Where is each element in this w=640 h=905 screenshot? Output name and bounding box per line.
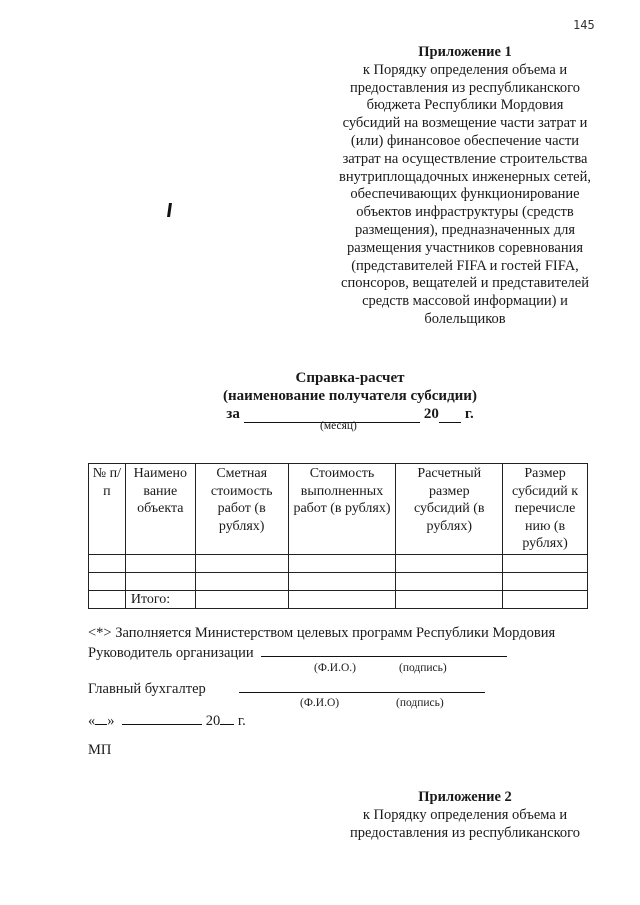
appendix-1-line: средств массовой информации) и: [362, 293, 568, 310]
table-header-row: [89, 464, 588, 555]
appendix-2-title: Приложение 2: [418, 789, 512, 805]
appendix-1-line: к Порядку определения объема и: [362, 61, 568, 78]
column-header: № п/п: [89, 464, 126, 555]
column-header: Стоимость выполненных работ (в рублях): [288, 464, 396, 555]
date-year-field[interactable]: [220, 710, 234, 725]
date-month-field[interactable]: [122, 710, 202, 725]
table-cell[interactable]: [396, 572, 503, 590]
date-row: [88, 710, 246, 730]
head-sign-hint: (подпись): [399, 662, 447, 674]
column-header: Размер субсидий к перечисле нию (в рублях): [503, 464, 588, 555]
appendix-2-line: к Порядку определения объема и: [362, 806, 568, 823]
table-cell[interactable]: [288, 554, 396, 572]
date-close-quote: »: [107, 713, 115, 729]
appendix-1-line: субсидий на возмещение части затрат и: [342, 115, 588, 132]
appendix-1-title: Приложение 1: [418, 44, 512, 60]
calculation-table: [88, 463, 588, 609]
form-title-block: [180, 369, 520, 423]
period-suffix: г.: [464, 406, 474, 422]
table-cell[interactable]: [89, 554, 126, 572]
appendix-2-line: предоставления из республиканского: [349, 824, 581, 841]
month-hint: (месяц): [320, 420, 357, 432]
appendix-1-line: болельщиков: [424, 310, 506, 327]
page-number: 145: [573, 18, 595, 32]
accountant-sign-hint: (подпись): [396, 697, 444, 709]
appendix-1-block: [322, 44, 608, 329]
head-sign-field[interactable]: [391, 642, 507, 657]
date-year: 20: [205, 713, 221, 729]
table-cell[interactable]: [396, 590, 503, 609]
table-cell[interactable]: [503, 572, 588, 590]
table-total-row: [89, 590, 588, 609]
date-suffix: г.: [237, 713, 246, 729]
table-cell[interactable]: [195, 554, 288, 572]
date-open-quote: «: [88, 713, 96, 729]
appendix-1-line: объектов инфраструктуры (средств: [356, 204, 574, 221]
period-year-field[interactable]: [439, 408, 461, 423]
appendix-1-line: (или) финансовое обеспечение части: [350, 132, 580, 149]
head-fio-field[interactable]: [261, 642, 391, 657]
table-cell[interactable]: [288, 572, 396, 590]
table-cell: [89, 590, 126, 609]
appendix-1-line: размещения), предназначенных для: [354, 221, 575, 238]
scan-mark: [167, 203, 172, 217]
total-label: Итого:: [125, 590, 195, 609]
head-label: Руководитель организации: [88, 645, 254, 661]
appendix-1-line: спонсоров, вещателей и представителей: [341, 275, 589, 292]
table-cell[interactable]: [503, 590, 588, 609]
appendix-1-line: размещения участников соревнования: [346, 239, 584, 256]
form-title: Справка-расчет: [295, 370, 405, 386]
accountant-fio-hint: (Ф.И.О): [300, 697, 340, 709]
table-cell[interactable]: [125, 572, 195, 590]
appendix-1-line: затрат на осуществление строительства: [342, 150, 588, 167]
table-cell[interactable]: [503, 554, 588, 572]
period-prefix: за: [226, 406, 240, 422]
table-cell[interactable]: [396, 554, 503, 572]
footnote: <*> Заполняется Министерством целевых программ Республики Мордовия: [88, 625, 556, 641]
accountant-label: Главный бухгалтер: [88, 681, 206, 697]
table-cell[interactable]: [89, 572, 126, 590]
appendix-1-line: внутриплощадочных инженерных сетей,: [339, 168, 591, 185]
accountant-sign-field[interactable]: [369, 678, 485, 693]
table-row: [89, 572, 588, 590]
appendix-1-line: (представителей FIFA и гостей FIFA,: [351, 257, 579, 274]
table-cell[interactable]: [125, 554, 195, 572]
appendix-2-block: [322, 789, 608, 842]
column-header: Наимено вание объекта: [125, 464, 195, 555]
date-day-field[interactable]: [95, 710, 107, 725]
table-cell[interactable]: [288, 590, 396, 609]
stamp-place: МП: [88, 742, 112, 758]
table-cell[interactable]: [195, 572, 288, 590]
form-subtitle: (наименование получателя субсидии): [223, 388, 477, 404]
table-cell[interactable]: [195, 590, 288, 609]
head-fio-hint: (Ф.И.О.): [314, 662, 356, 674]
accountant-fio-field[interactable]: [239, 678, 369, 693]
column-header: Сметная стоимость работ (в рублях): [195, 464, 288, 555]
appendix-1-line: бюджета Республики Мордовия: [366, 97, 564, 114]
column-header: Расчетный размер субсидий (в рублях): [396, 464, 503, 555]
period-year: 20: [423, 406, 439, 422]
table-row: [89, 554, 588, 572]
appendix-1-line: предоставления из республиканского: [349, 79, 581, 96]
appendix-1-line: обеспечивающих функционирование: [350, 186, 580, 203]
